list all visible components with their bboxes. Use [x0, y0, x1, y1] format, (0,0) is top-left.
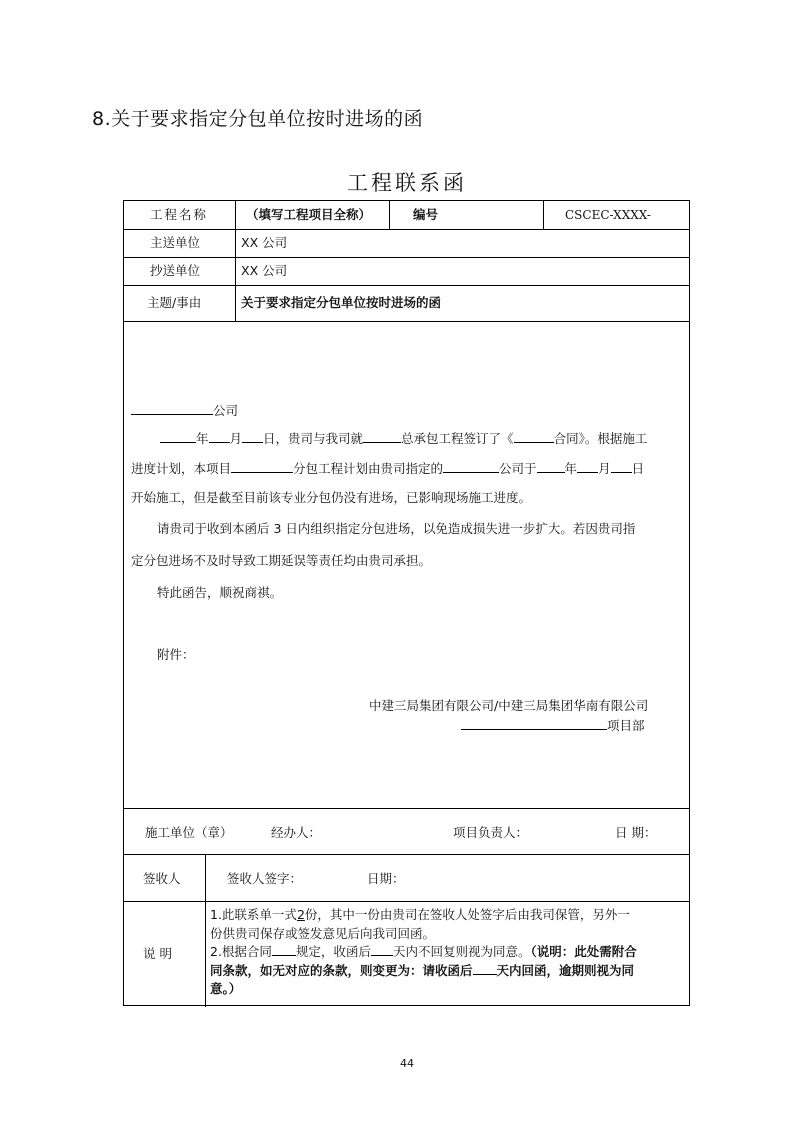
- paragraph-2-line-2: 定分包进场不及时导致工期延误等责任均由贵司承担。: [131, 553, 432, 568]
- receiver-signature-label[interactable]: 签收人签字：: [227, 871, 303, 886]
- contract-clause-blank[interactable]: [272, 943, 296, 956]
- row-divider: [124, 321, 689, 322]
- main-recipient-value[interactable]: XX 公司: [241, 235, 288, 250]
- day-blank[interactable]: [242, 430, 263, 443]
- project-name-value[interactable]: （填写工程项目全称）: [246, 207, 372, 222]
- start-day-blank[interactable]: [611, 460, 632, 473]
- section-title: 8.关于要求指定分包单位按时进场的函: [92, 108, 424, 130]
- receiver-date-label[interactable]: 日期：: [367, 871, 405, 886]
- row-divider: [124, 229, 689, 230]
- column-divider: [235, 201, 236, 321]
- contact-letter-form: [123, 200, 690, 1006]
- attachment-label: 附件：: [157, 647, 195, 662]
- project-name-label: 工程名称: [150, 207, 209, 222]
- subcontract-blank[interactable]: [231, 460, 293, 473]
- row-divider: [124, 257, 689, 258]
- contract-blank[interactable]: [514, 430, 554, 443]
- construction-unit-seal: 施工单位（章）: [145, 825, 233, 840]
- subject-label: 主题/事由: [147, 295, 202, 310]
- department-blank[interactable]: [461, 717, 607, 730]
- column-divider: [389, 201, 390, 229]
- start-month-blank[interactable]: [577, 460, 598, 473]
- paragraph-1-line-2: 进度计划，本项目 分包工程计划由贵司指定的 公司于 年 月 日: [131, 461, 645, 476]
- document-title: 工程联系函: [347, 171, 467, 195]
- number-label: 编号: [413, 207, 439, 222]
- project-manager-label[interactable]: 项目负责人：: [453, 825, 529, 840]
- subject-value[interactable]: 关于要求指定分包单位按时进场的函: [241, 295, 442, 310]
- closing-line: 特此函告，顺祝商祺。: [157, 585, 283, 600]
- page-number: 44: [400, 1057, 414, 1070]
- notes-text: 1.此联系单一式2份，其中一份由贵司在签收人处签字后由我司保管，另外一 份供贵司保存或签发意见后向我司回函。 2.根据合同 规定，收函后 天内不回复则视为同意。（说明：此处需附合 同条款，如无对应的条款，则变更为：请收函后 天内回函，逾期则视为同 意。）: [210, 907, 637, 996]
- column-divider: [205, 854, 206, 1007]
- row-divider: [124, 854, 689, 855]
- row-divider: [124, 901, 689, 902]
- signature-company: 中建三局集团有限公司/中建三局集团华南有限公司: [369, 698, 649, 713]
- notes-label: 说 明: [143, 946, 172, 961]
- handler-label[interactable]: 经办人：: [271, 825, 322, 840]
- addressee-blank[interactable]: [131, 402, 213, 415]
- cc-label: 抄送单位: [150, 263, 201, 278]
- signature-dept-line: 项目部: [461, 717, 645, 734]
- column-divider: [543, 201, 544, 229]
- paragraph-1-line-1: 年 月 日，贵司与我司就 总承包工程签订了《 合同》。根据施工: [160, 430, 647, 447]
- reply-days-blank[interactable]: [473, 962, 497, 975]
- paragraph-2-line-1: 请贵司于收到本函后 3 日内组织指定分包进场，以免造成损失进一步扩大。若因贵司指: [157, 521, 636, 536]
- number-value[interactable]: CSCEC-XXXX-: [565, 208, 651, 222]
- start-year-blank[interactable]: [537, 460, 565, 473]
- date-label[interactable]: 日 期：: [615, 825, 657, 840]
- row-divider: [124, 808, 689, 809]
- paragraph-1-line-3: 开始施工，但是截至目前该专业分包仍没有进场，已影响现场施工进度。: [131, 490, 532, 505]
- company-blank[interactable]: [443, 460, 499, 473]
- main-recipient-label: 主送单位: [150, 235, 201, 250]
- year-blank[interactable]: [160, 430, 196, 443]
- project-blank[interactable]: [363, 430, 401, 443]
- month-blank[interactable]: [209, 430, 230, 443]
- addressee-line: 公司: [131, 402, 238, 419]
- receiver-label: 签收人: [143, 871, 181, 886]
- row-divider: [124, 285, 689, 286]
- cc-value[interactable]: XX 公司: [241, 263, 288, 278]
- days-blank[interactable]: [371, 943, 393, 956]
